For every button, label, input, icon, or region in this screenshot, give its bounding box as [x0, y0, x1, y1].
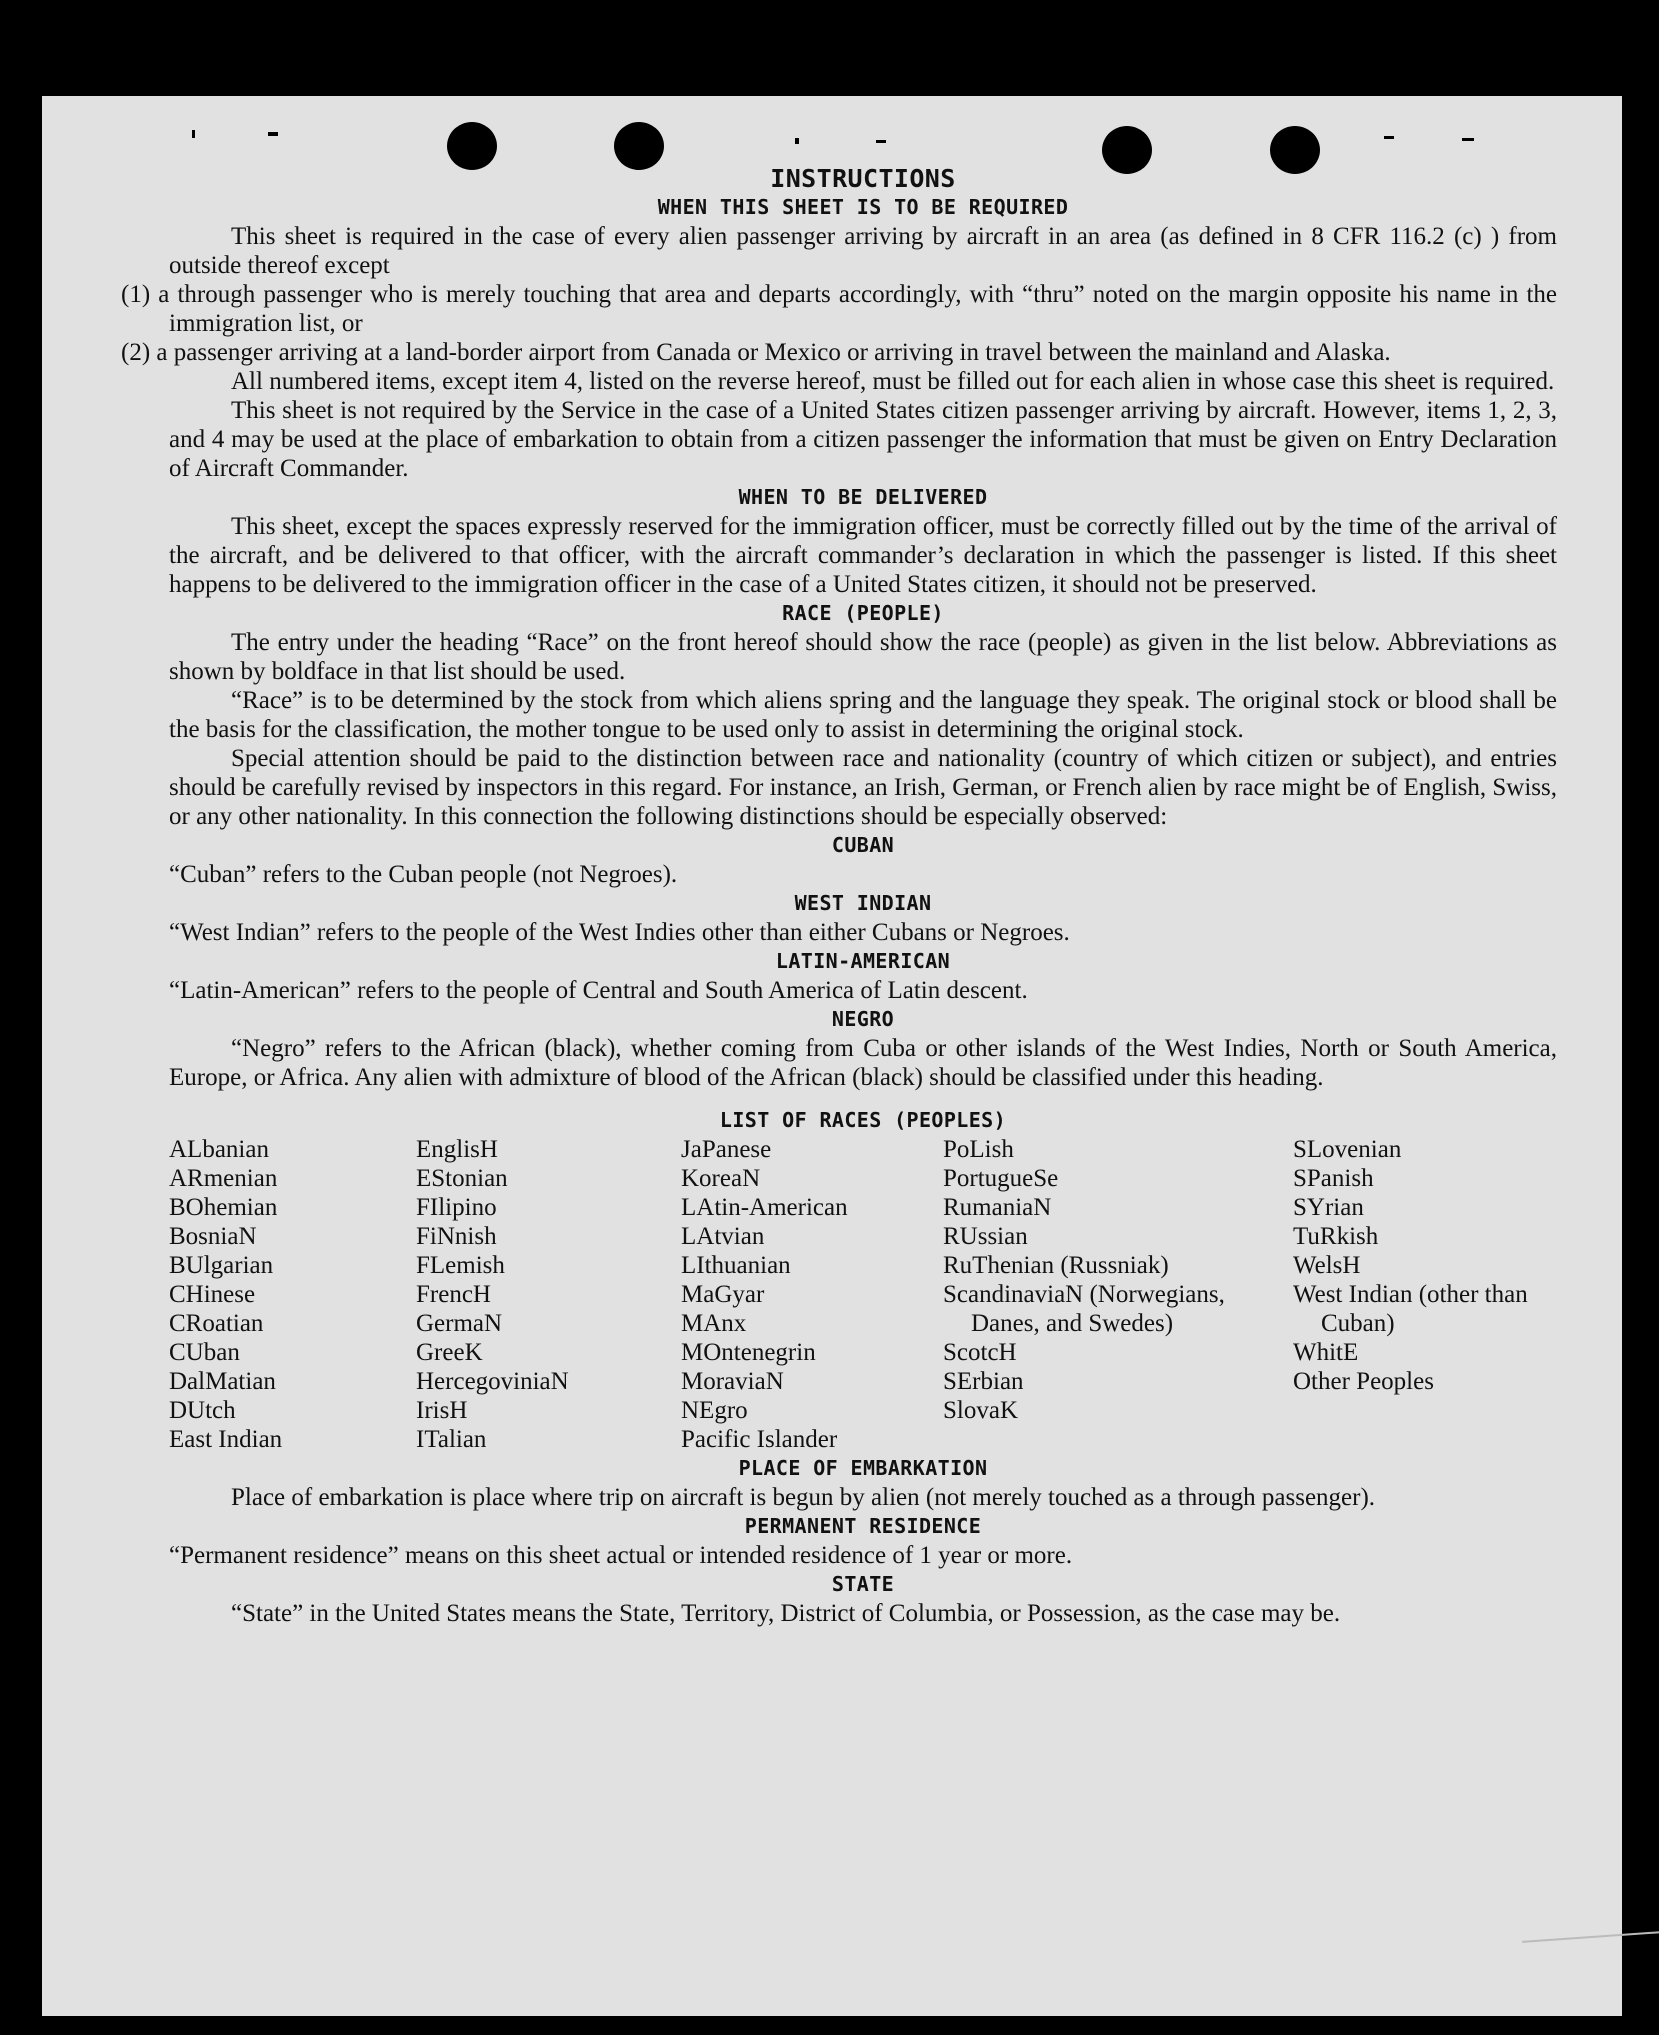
paragraph: This sheet is required in the case of every alien passenger arriving by aircraft in an area (as defined in 8 CFR 116.2 (c) ) from outside thereof except: [169, 223, 1557, 279]
paragraph: This sheet, except the spaces expressly reserved for the immigration officer, must be correctly filled out by the time of the arrival of the aircraft, and be delivered to that officer, with the aircraft commander’s declaration in which the passenger is listed. If this sheet happens to be delivered to the immigration officer in the case of a United States citizen, it should not be preserved.: [169, 513, 1557, 598]
paragraph: “Negro” refers to the African (black), whether coming from Cuba or other islands of the West Indies, North or South America, Europe, or Africa. Any alien with admixture of blood of the African (black) should be classified under this heading.: [169, 1035, 1557, 1091]
paragraph: This sheet is not required by the Service in the case of a United States citizen passenger arriving by aircraft. However, items 1, 2, 3, and 4 may be used at the place of embarkation to obtain from a citizen passenger the information that must be given on Entry Declaration of Aircraft Commander.: [169, 397, 1557, 482]
race-item: GermaN: [416, 1310, 503, 1337]
race-item: MAnx: [681, 1310, 747, 1337]
race-item: TuRkish: [1293, 1223, 1379, 1250]
paragraph: “Permanent residence” means on this sheet actual or intended residence of 1 year or more.: [169, 1542, 1073, 1569]
race-column: [416, 1135, 681, 1454]
race-item: JaPanese: [681, 1136, 772, 1163]
scan-mark: [795, 138, 799, 144]
race-item: MOntenegrin: [681, 1339, 816, 1366]
race-item: FIlipino: [416, 1194, 497, 1221]
race-item: East Indian: [169, 1426, 283, 1453]
race-item: DalMatian: [169, 1368, 276, 1395]
document-sheet: [42, 96, 1622, 2016]
paragraph: Place of embarkation is place where trip on aircraft is begun by alien (not merely touched as a through passenger).: [231, 1484, 1376, 1511]
race-item: Pacific Islander: [681, 1426, 838, 1453]
race-item: MaGyar: [681, 1281, 765, 1308]
race-item: MoraviaN: [681, 1368, 784, 1395]
race-item: RUssian: [943, 1223, 1028, 1250]
paragraph: “West Indian” refers to the people of the West Indies other than either Cubans or Negroes.: [169, 919, 1070, 946]
heading-latin-american: LATIN-AMERICAN: [775, 949, 951, 973]
race-item: SErbian: [943, 1368, 1024, 1395]
paper-fold: [1522, 1931, 1659, 1943]
scan-mark: [876, 140, 886, 143]
race-item: ITalian: [416, 1426, 487, 1453]
race-item: RuThenian (Russniak): [943, 1252, 1169, 1279]
race-item: KoreaN: [681, 1165, 761, 1192]
race-item: LIthuanian: [681, 1252, 791, 1279]
heading-race: RACE (PEOPLE): [782, 601, 944, 625]
race-item: SlovaK: [943, 1397, 1018, 1424]
race-item: RumaniaN: [943, 1194, 1052, 1221]
punch-hole: [614, 122, 664, 170]
race-item: WelsH: [1293, 1252, 1361, 1279]
race-column: [681, 1135, 943, 1454]
heading-permanent-residence: PERMANENT RESIDENCE: [744, 1514, 982, 1538]
heading-west-indian: WEST INDIAN: [794, 891, 932, 915]
page-title: INSTRUCTIONS: [770, 164, 956, 193]
race-item: CRoatian: [169, 1310, 264, 1337]
race-item: EStonian: [416, 1165, 508, 1192]
race-item: WhitE: [1293, 1339, 1359, 1366]
heading-cuban: CUBAN: [831, 833, 895, 857]
race-item: FLemish: [416, 1252, 505, 1279]
heading-negro: NEGRO: [831, 1007, 895, 1031]
race-column: [943, 1135, 1293, 1454]
race-item: SPanish: [1293, 1165, 1374, 1192]
race-item: SYrian: [1293, 1194, 1364, 1221]
race-item: ScotcH: [943, 1339, 1017, 1366]
paragraph: “State” in the United States means the State, Territory, District of Columbia, or Possession, as the case may be.: [231, 1600, 1341, 1627]
heading-state: STATE: [831, 1572, 895, 1596]
race-item: PoLish: [943, 1136, 1014, 1163]
race-item: FrencH: [416, 1281, 491, 1308]
heading-when-required: WHEN THIS SHEET IS TO BE REQUIRED: [657, 195, 1069, 219]
paragraph: “Cuban” refers to the Cuban people (not Negroes).: [169, 861, 678, 888]
race-item: CHinese: [169, 1281, 256, 1308]
heading-list-of-races: LIST OF RACES (PEOPLES): [719, 1108, 1007, 1132]
scan-mark: [1462, 138, 1474, 141]
paragraph: All numbered items, except item 4, listed on the reverse hereof, must be filled out for each alien in whose case this sheet is required.: [231, 368, 1555, 395]
race-item: BosniaN: [169, 1223, 257, 1250]
race-item: HercegoviniaN: [416, 1368, 569, 1395]
race-item: ScandinaviaN (Norwegians, Danes, and Swedes): [943, 1281, 1225, 1337]
race-item: ALbanian: [169, 1136, 269, 1163]
paragraph: The entry under the heading “Race” on the front hereof should show the race (people) as given in the list below. Abbreviations as shown by boldface in that list should be used.: [169, 629, 1557, 685]
race-item: DUtch: [169, 1397, 236, 1424]
race-column: [1293, 1135, 1557, 1454]
heading-when-delivered: WHEN TO BE DELIVERED: [738, 485, 988, 509]
race-item: SLovenian: [1293, 1136, 1402, 1163]
race-item: ARmenian: [169, 1165, 278, 1192]
race-item: EnglisH: [416, 1136, 498, 1163]
list-item: (1) a through passenger who is merely touching that area and departs accordingly, with “thru” noted on the margin opposite his name in the immigration list, or: [121, 281, 1557, 337]
scan-mark: [192, 130, 195, 138]
paragraph: “Race” is to be determined by the stock from which aliens spring and the language they speak. The original stock or blood shall be the basis for the classification, the mother tongue to be used only to assist in determining the original stock.: [169, 687, 1557, 743]
race-item: LAtin-American: [681, 1194, 848, 1221]
race-item: IrisH: [416, 1397, 468, 1424]
heading-embarkation: PLACE OF EMBARKATION: [738, 1456, 988, 1480]
race-item: BOhemian: [169, 1194, 278, 1221]
race-item: PortugueSe: [943, 1165, 1059, 1192]
race-item: CUban: [169, 1339, 240, 1366]
race-item: BUlgarian: [169, 1252, 274, 1279]
paragraph: Special attention should be paid to the distinction between race and nationality (country of which citizen or subject), and entries should be carefully revised by inspectors in this regard. For instance, an Irish, German, or French alien by race might be of English, Swiss, or any other nationality. In this connection the following distinctions should be especially observed:: [169, 745, 1557, 830]
punch-hole: [447, 122, 497, 170]
race-item: West Indian (other than Cuban): [1293, 1281, 1528, 1337]
race-item: GreeK: [416, 1339, 483, 1366]
race-item: NEgro: [681, 1397, 748, 1424]
race-list: [169, 1135, 1557, 1454]
race-item: FiNnish: [416, 1223, 497, 1250]
scan-mark: [268, 132, 278, 136]
race-item: LAtvian: [681, 1223, 765, 1250]
instructions-body: [121, 164, 1557, 1628]
paragraph: “Latin-American” refers to the people of Central and South America of Latin descent.: [169, 977, 1028, 1004]
scan-mark: [1384, 136, 1394, 139]
list-item: (2) a passenger arriving at a land-border airport from Canada or Mexico or arriving in travel between the mainland and Alaska.: [121, 339, 1391, 366]
race-column: [169, 1135, 416, 1454]
race-item: Other Peoples: [1293, 1368, 1434, 1395]
